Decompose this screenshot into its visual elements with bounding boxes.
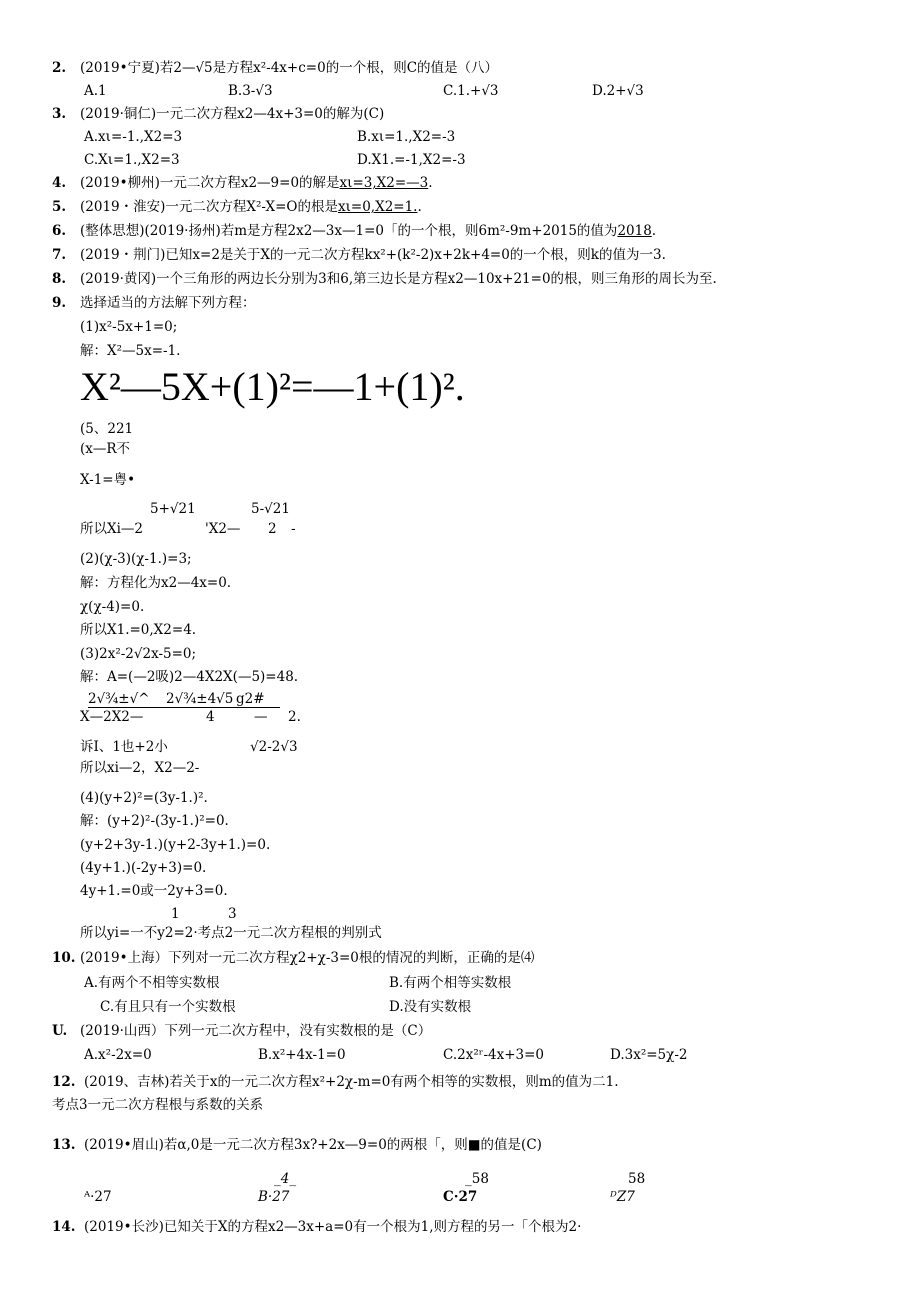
question-number: 12. [52,1074,76,1090]
solution-line: X—2X2— [80,709,144,725]
fraction-numerator: 1 [171,906,180,922]
question-stem: (2019•柳州)一元二次方程x2—9=0的解是xι=3,X2=—3. [80,175,433,191]
option-a: A.1 [84,83,107,99]
option-d: D.3x²=5χ-2 [610,1047,688,1063]
question-stem: (2019・荆门)已知x=2是关于X的一元二次方程kx²+(k²-2)x+2k+4=0的一个根，则k的值为一3. [80,247,666,263]
fraction-numerator: _58 [465,1171,489,1187]
sub-question: (4)(y+2)²=(3y-1.)². [80,790,208,806]
solution-fragment: 2. [288,709,301,725]
question-number: 9. [52,295,67,311]
solution-fragment: 'X2— [205,521,241,537]
option-c: C.2x²ʳ-4x+3=0 [443,1047,545,1063]
question-number: 3. [52,106,67,122]
solution-line: 诉I、1也+2小 [80,739,168,755]
solution-line: 所以xi—2，X2—2- [80,760,200,776]
solution-line: 解：A=(—2吸)2—4X2X(—5)=48. [80,669,299,685]
fraction-numerator: 3 [228,906,237,922]
option-b: B.有两个相等实数根 [389,975,512,991]
option-c: C·27 [443,1189,478,1205]
sub-question: (1)x²-5x+1=0; [80,319,178,335]
solution-line: (4y+1.)(-2y+3)=0. [80,860,207,876]
question-stem: (2019、吉林)若关于x的一元二次方程x²+2χ-m=0有两个相等的实数根，则m的值为二1. [84,1074,619,1090]
fraction-numerator: _4_ [274,1171,297,1187]
question-number: 5. [52,199,67,215]
question-number: 7. [52,247,67,263]
solution-fragment: - [291,521,296,537]
fraction-numerator: 5+√21 [150,501,196,517]
answer: 2018 [617,223,652,239]
question-stem: (整体思想)(2019·扬州)若m是方程2x2—3x—1=0「的一个根，则6m²-9m+2015的值为2018. [80,223,657,239]
solution-line: (y+2+3y-1.)(y+2-3y+1.)=0. [80,837,271,853]
answer: xι=3,X2=—3 [339,175,429,191]
question-number: 8. [52,271,67,287]
solution-line: (5、221 [80,421,134,437]
question-number: 14. [52,1219,76,1235]
sub-question: (3)2x²-2√2x-5=0; [80,646,197,662]
question-number: 6. [52,223,67,239]
solution-line: X-1=粤• [80,472,136,488]
question-stem: 选择适当的方法解下列方程： [80,295,256,311]
question-stem: (2019•眉山)若α,0是一元二次方程3x?+2x—9=0的两根「，则■的值是(C) [84,1137,542,1153]
question-stem: (2019•上海）下列对一元二次方程χ2+χ-3=0根的情况的判断，正确的是⑷ [80,950,535,966]
fraction-denominator: 4 [206,709,215,725]
solution-line: χ(χ-4)=0. [80,599,145,615]
option-d: D.2+√3 [592,83,644,99]
solution-line: 解：(y+2)²-(3y-1.)²=0. [80,813,229,829]
section-heading: 考点3一元二次方程根与系数的关系 [52,1097,264,1113]
option-d: D.X1.=-1,X2=-3 [357,152,466,168]
fraction-numerator: g2# [236,691,265,707]
fraction-numerator: 2√¾±√^ [88,691,150,707]
fraction-numerator: 5-√21 [251,501,290,517]
solution-line: 解：方程化为x2—4x=0. [80,575,232,591]
option-a: A.x²-2x=0 [84,1047,152,1063]
solution-line: (x—R不 [80,441,131,457]
option-a: A.有两个不相等实数根 [84,975,220,991]
option-c: C.有且只有一个实数根 [100,999,236,1015]
option-c: C.Xι=1.,X2=3 [84,152,180,168]
solution-line: 4y+1.=0或一2y+3=0. [80,883,228,899]
solution-fragment: — [254,709,268,725]
question-stem: (2019·铜仁)一元二次方程x2—4x+3=0的解为(C) [80,106,385,122]
option-d: D.没有实数根 [389,999,472,1015]
fraction-numerator: 2√¾±4√5 [166,691,234,707]
option-b: B.3-√3 [228,83,273,99]
sub-question: (2)(χ-3)(χ-1.)=3; [80,551,192,567]
question-number: 4. [52,175,67,191]
question-number: 2. [52,60,67,76]
fraction-bar [88,707,280,708]
option-b: B.x²+4x-1=0 [258,1047,346,1063]
question-stem: (2019·黄冈)一个三角形的两边长分别为3和6,第三边长是方程x2—10x+21=0的根，则三角形的周长为至. [80,271,717,287]
fraction-denominator: 2 [268,521,277,537]
option-d: ᴰZ7 [610,1189,635,1205]
question-stem: (2019•宁夏)若2—√5是方程x²-4x+c=0的一个根，则C的值是（八） [80,60,499,76]
answer: xι=0,X2=1. [337,199,418,215]
solution-line: 所以Xi—2 [80,521,144,537]
option-b: B·27 [258,1189,290,1205]
question-stem: (2019•长沙)已知关于X的方程x2—3x+a=0有一个根为1,则方程的另一「个根为2· [84,1219,582,1235]
solution-fragment: √2-2√3 [250,739,298,755]
question-number: 10. [52,950,76,966]
option-a: A.xι=-1.,X2=3 [84,129,183,145]
option-b: B.xι=1.,X2=-3 [357,129,456,145]
solution-equation-large: X²—5X+(1)²=—1+(1)². [80,364,465,409]
question-stem: (2019·山西）下列一元二次方程中，没有实数根的是（C） [80,1023,432,1039]
option-c: C.1.+√3 [443,83,499,99]
question-stem: (2019・淮安)一元二次方程X²-X=O的根是xι=0,X2=1.. [80,199,422,215]
question-number: U. [52,1023,68,1039]
solution-line: 所以X1.=0,X2=4. [80,622,197,638]
solution-line: 解：X²—5x=-1. [80,343,181,359]
question-number: 13. [52,1137,76,1153]
option-a: ᴬ·27 [84,1189,112,1205]
solution-line: 所以yi=一不y2=2·考点2一元二次方程根的判别式 [80,925,382,941]
fraction-numerator: 58 [628,1171,646,1187]
